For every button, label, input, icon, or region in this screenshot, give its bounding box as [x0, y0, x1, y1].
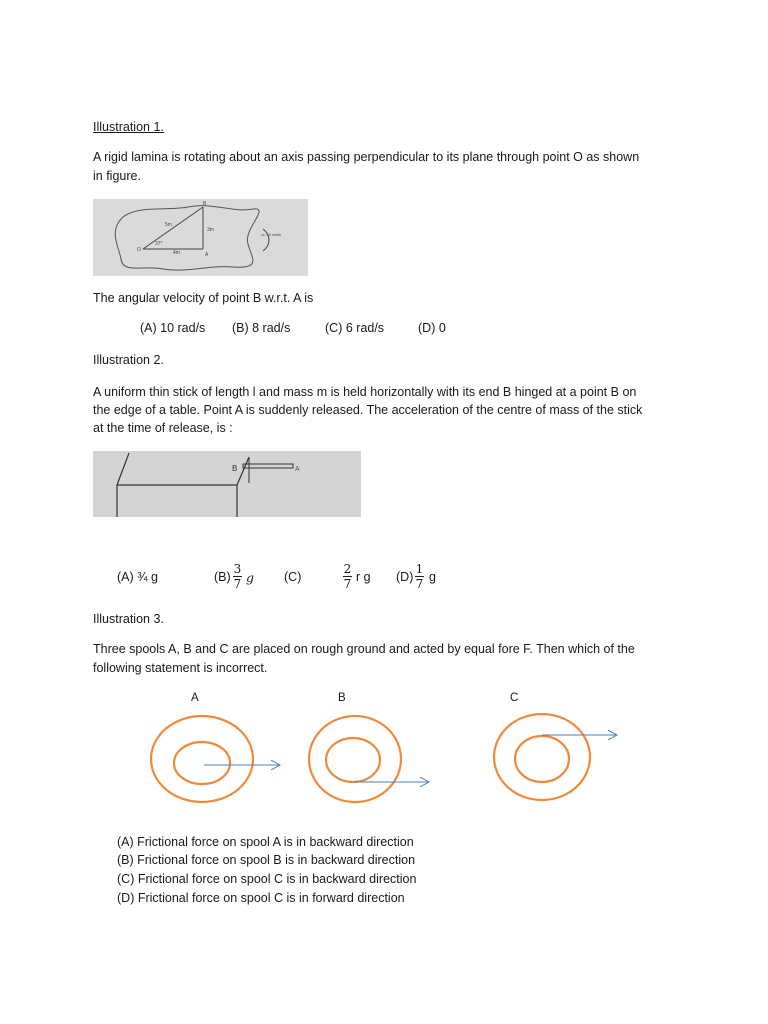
- illustration-1-text-line-1: A rigid lamina is rotating about an axis passing perpendicular to its plane through point O as shown: [93, 150, 640, 164]
- label-oa: 4m: [173, 250, 180, 256]
- ill2-option-b-fraction: [233, 563, 242, 590]
- fraction-denominator: 7: [415, 577, 424, 591]
- fraction-numerator: 2: [343, 562, 352, 576]
- ill2-option-c-suffix: r g: [356, 570, 371, 584]
- illustration-1-heading: Illustration 1.: [93, 120, 164, 134]
- label-a: A: [205, 252, 209, 258]
- ill2-option-d-prefix: (D): [396, 570, 414, 584]
- spools-figure: [140, 705, 630, 810]
- label-b: B: [203, 201, 207, 207]
- label-b: B: [232, 464, 238, 473]
- spool-label-c: C: [510, 692, 519, 704]
- label-a: A: [295, 466, 300, 473]
- ill1-option-d: (D) 0: [418, 321, 446, 335]
- illustration-2-heading: Illustration 2.: [93, 353, 164, 367]
- lamina-figure: [93, 199, 308, 276]
- ill2-option-b-prefix: (B): [214, 570, 231, 584]
- illustration-1-question: The angular velocity of point B w.r.t. A is: [93, 291, 314, 305]
- illustration-2-text-line-2: the edge of a table. Point A is suddenly released. The acceleration of the centre of mass of the stick: [93, 403, 643, 417]
- spool-label-a: A: [191, 692, 199, 704]
- ill3-option-b: (B) Frictional force on spool B is in backward direction: [117, 853, 416, 867]
- table-stick-figure: [93, 451, 361, 517]
- illustration-2-text-line-1: A uniform thin stick of length l and mass m is held horizontally with its end B hinged at a point B on: [93, 385, 637, 399]
- illustration-3-text-line-2: following statement is incorrect.: [93, 661, 268, 675]
- ill2-option-c-prefix: (C): [284, 570, 302, 584]
- spool-c: [494, 714, 617, 800]
- ill3-option-a: (A) Frictional force on spool A is in backward direction: [117, 835, 414, 849]
- illustration-2-text-line-3: at the time of release, is :: [93, 421, 233, 435]
- ill1-option-a: (A) 10 rad/s: [140, 321, 206, 335]
- illustration-3-text-line-1: Three spools A, B and C are placed on rough ground and acted by equal fore F. Then which of the: [93, 642, 635, 656]
- ill2-option-c-fraction: [343, 563, 352, 590]
- illustration-1-text-line-2: in figure.: [93, 169, 141, 183]
- spool-b: [309, 716, 429, 802]
- fraction-numerator: 1: [415, 562, 424, 576]
- spool-label-b: B: [338, 692, 346, 704]
- ill1-option-b: (B) 8 rad/s: [232, 321, 291, 335]
- spool-a: [151, 716, 280, 802]
- ill2-option-d-fraction: [415, 563, 424, 590]
- label-ab: 3m: [207, 227, 214, 233]
- ill2-option-b-suffix: g: [246, 570, 255, 585]
- ill3-option-d: (D) Frictional force on spool C is in forward direction: [117, 891, 405, 905]
- fraction-denominator: 7: [233, 577, 242, 591]
- illustration-3-heading: Illustration 3.: [93, 612, 164, 626]
- label-ob: 5m: [165, 222, 172, 228]
- label-angle: 37°: [155, 241, 163, 247]
- label-omega: ω=10 rad/s: [261, 232, 281, 237]
- fraction-denominator: 7: [343, 577, 352, 591]
- ill1-option-c: (C) 6 rad/s: [325, 321, 385, 335]
- label-o: O: [137, 247, 141, 253]
- fraction-numerator: 3: [233, 562, 242, 576]
- ill2-option-a: (A) ¾ g: [117, 570, 158, 584]
- ill2-option-d-suffix: g: [429, 570, 436, 584]
- ill3-option-c: (C) Frictional force on spool C is in backward direction: [117, 872, 417, 886]
